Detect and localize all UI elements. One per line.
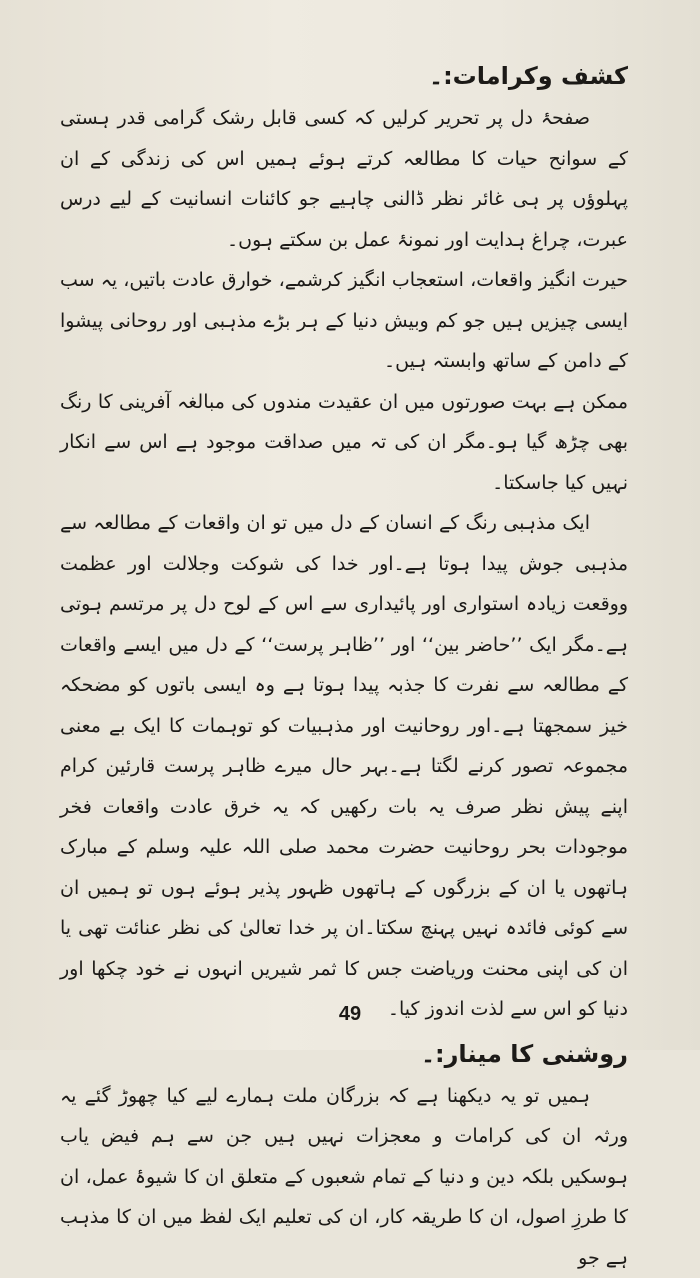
paragraph-5: ہمیں تو یہ دیکھنا ہے کہ بزرگان ملت ہمارے لیے کیا چھوڑ گئے یہ ورثہ ان کی کرامات و معجزات نہیں ہیں جن سے ہم فیض یاب ہوسکیں بلکہ دین و دنیا کے تمام شعبوں کے متعلق ان کا شیوۂ عمل، ان کا طرزِ اصول، ان کا طریقہ کار، ان کی تعلیم ایک لفظ میں ان کا مذہب ہے جو: [60, 1076, 628, 1278]
paragraph-1: صفحۂ دل پر تحریر کرلیں کہ کسی قابل رشک گرامی قدر ہستی کے سوانح حیات کا مطالعہ کرتے ہوئے ہمیں اس کی زندگی کے ان پہلوؤں پر ہی غائر نظر ڈالنی چاہیے جو کائنات انسانیت کے لیے درس عبرت، چراغ ہدایت اور نمونۂ عمل بن سکتے ہوں۔: [60, 98, 628, 260]
paragraph-4: ایک مذہبی رنگ کے انسان کے دل میں تو ان واقعات کے مطالعہ سے مذہبی جوش پیدا ہوتا ہے۔اور خدا کی شوکت وجلالت اور عظمت ووقعت زیادہ استواری اور پائیداری سے اس کے لوح دل پر مرتسم ہوتی ہے۔مگر ایک ’’حاضر بین‘‘ اور ’’ظاہر پرست‘‘ کے دل میں ایسے واقعات کے مطالعہ سے نفرت کا جذبہ پیدا ہوتا ہے وہ ایسی باتوں کو مضحکہ خیز سمجھتا ہے۔اور روحانیت اور مذہبیات کو توہمات کا ایک بے معنی مجموعہ تصور کرنے لگتا ہے۔بہر حال میرے ظاہر پرست قارئین کرام اپنے پیش نظر صرف یہ بات رکھیں کہ یہ خرق عادت واقعات فخر موجودات بحر روحانیت حضرت محمد صلی اللہ علیہ وسلم کے مبارک ہاتھوں یا ان کے بزرگوں کے ہاتھوں ظہور پذیر ہوئے ہوں تو ہمیں ان سے کوئی فائدہ نہیں پہنچ سکتا۔ان پر خدا تعالیٰ کی نظر عنائت تھی یا ان کی اپنی محنت وریاضت جس کا ثمر شیریں انہوں نے خود چکھا اور دنیا کو اس سے لذت اندوز کیا۔: [60, 503, 628, 1030]
paragraph-2: حیرت انگیز واقعات، استعجاب انگیز کرشمے، خوارق عادت باتیں، یہ سب ایسی چیزیں ہیں جو کم وبیش دنیا کے ہر بڑے مذہبی اور روحانی پیشوا کے دامن کے ساتھ وابستہ ہیں۔: [60, 260, 628, 382]
page-number: 49: [0, 1003, 700, 1026]
paragraph-3: ممکن ہے بہت صورتوں میں ان عقیدت مندوں کی مبالغہ آفرینی کا رنگ بھی چڑھ گیا ہو۔مگر ان کی تہ میں صداقت موجود ہے اس سے انکار نہیں کیا جاسکتا۔: [60, 382, 628, 504]
section-heading-roshni-ka-minar: روشنی کا مینار:۔: [60, 1036, 628, 1072]
section-heading-kashf-o-karamat: کشف وکرامات:۔: [60, 58, 628, 94]
